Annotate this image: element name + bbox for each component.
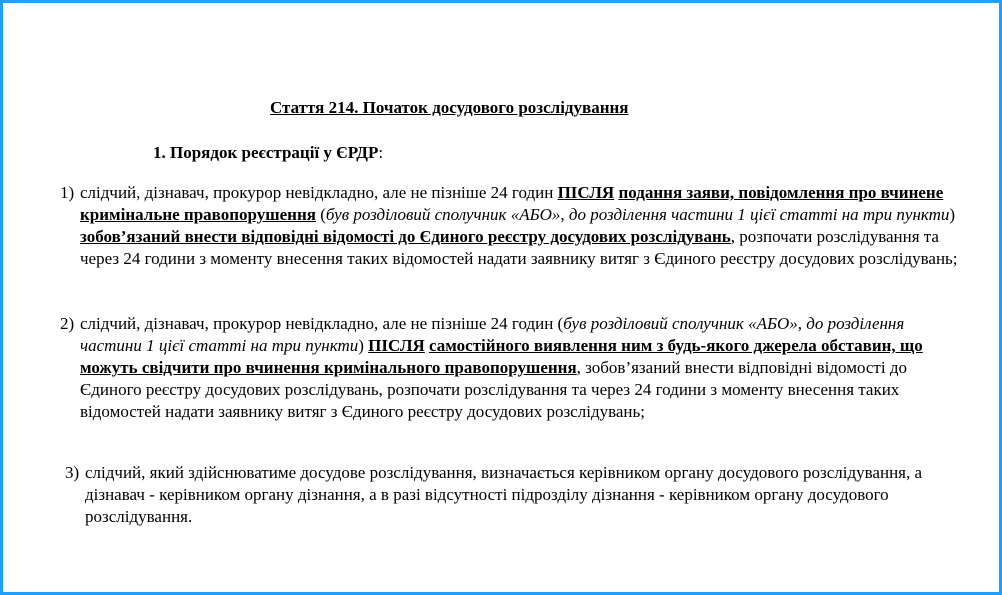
item-text: [80, 182, 960, 270]
item-text-segment: слідчий, який здійснюватиме досудове розслідування, визначається керівником органу досудового розслідування, а дізнавач - керівником органу дізнання, а в разі відсутності підрозділу дізнання - керівником органу досудового розслідування.: [85, 463, 923, 526]
item-text-segment: слідчий, дізнавач, прокурор невідкладно, але не пізніше 24 годин (: [80, 314, 564, 333]
item-text: [80, 313, 960, 423]
section-heading: [153, 143, 383, 163]
item-text-segment: , розпочати розслідування та через 24 години з моменту внесення таких відомостей надати заявнику витяг з Єдиного реєстру досудових розслідувань;: [80, 227, 958, 268]
item-number: 2): [60, 314, 75, 333]
emphasis-condition: самостійного виявлення ним з будь-якого джерела обставин, що можуть свідчити про вчинення кримінального правопорушення: [80, 336, 923, 377]
item-text-segment: ): [358, 336, 369, 355]
item-text: [85, 462, 965, 528]
emphasis-obligation: зобов’язаний внести відповідні відомості до Єдиного реєстру досудових розслідувань: [80, 227, 731, 246]
item-text-segment: (: [315, 205, 326, 224]
list-item: [65, 462, 965, 528]
emphasis-after: ПІСЛЯ: [368, 336, 425, 355]
item-text-segment: слідчий, дізнавач, прокурор невідкладно, але не пізніше 24 годин: [80, 183, 558, 202]
list-item: [60, 313, 960, 423]
section-label: 1. Порядок реєстрації у ЄРДР: [153, 143, 379, 162]
section-suffix: :: [378, 143, 384, 162]
item-text-segment: , зобов’язаний внести відповідні відомості до Єдиного реєстру досудових розслідувань, розпочати розслідування та через 24 години з моменту внесення таких відомостей надати заявнику витяг з Єдиного реєстру досудових розслідувань;: [80, 358, 907, 421]
list-item: [60, 182, 960, 270]
item-number: 3): [65, 463, 80, 482]
editorial-note: був розділовий сполучник «АБО», до розділення частини 1 цієї статті на три пункти: [325, 205, 950, 224]
emphasis-after: ПІСЛЯ: [557, 183, 615, 202]
emphasis-condition: подання заяви, повідомлення про вчинене кримінальне правопорушення: [80, 183, 944, 224]
editorial-note: був розділовий сполучник «АБО», до розділення частини 1 цієї статті на три пункти: [80, 314, 905, 355]
item-number: 1): [60, 183, 75, 202]
item-text-segment: ): [949, 205, 956, 224]
article-title: Стаття 214. Початок досудового розслідування: [270, 98, 629, 117]
